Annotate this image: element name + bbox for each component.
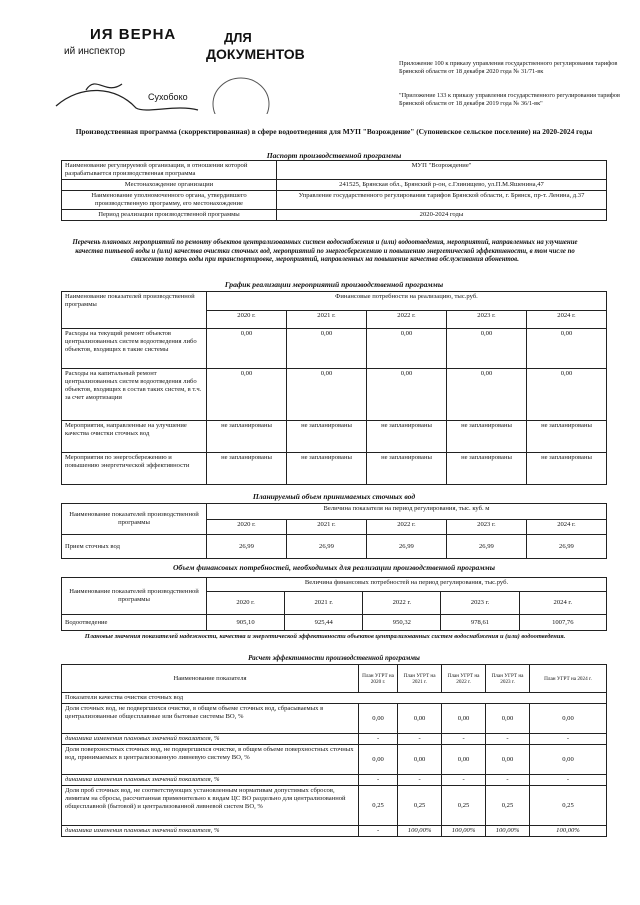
- table-cell: 0,25: [442, 786, 486, 826]
- schedule-table: [61, 291, 607, 485]
- year-header: 2022 г.: [366, 519, 446, 535]
- row-label: Мероприятия по энергосбережению и повышению энергетической эффективности: [62, 453, 207, 485]
- table-cell: не запланированы: [527, 453, 607, 485]
- table-row: [62, 615, 607, 631]
- stamp-line-4: ий инспектор: [64, 46, 126, 57]
- schedule-group-header: Финансовые потребности на реализацию, тыс.руб.: [207, 292, 607, 311]
- table-cell: 0,25: [486, 786, 530, 826]
- table-cell: 1007,76: [519, 615, 606, 631]
- table-cell: 0,00: [486, 704, 530, 734]
- efficiency-table: [61, 664, 607, 837]
- passport-value: 241525, Брянская обл., Брянский р-он, с.Глинищево, ул.П.М.Яшенина,47: [277, 180, 607, 191]
- stamp-line-3: ДОКУМЕНТОВ: [206, 46, 305, 62]
- table-row: [62, 421, 607, 453]
- table-cell: 950,32: [363, 615, 441, 631]
- schedule-name-header: Наименование показателей производственной программы: [62, 292, 207, 329]
- row-label: Доля проб сточных вод, не соответствующих установленным нормативам допустимых сбросов, лимитам на сбросы, рассчитанная применительно к видам ЦС ВО раздельно для централизованной общесплавной (бытовой) и централизованной ливневой систем ВО, %: [62, 786, 359, 826]
- table-cell: 0,25: [398, 786, 442, 826]
- passport-row: [62, 210, 607, 221]
- table-cell: -: [530, 775, 607, 786]
- document-title: Производственная программа (скорректированная) в сфере водоотведения для МУП "Возрождение" (Супоневское сельское поселение) на 2020-2024 годы: [75, 127, 593, 136]
- volume-name-header: Наименование показателей производственной программы: [62, 504, 207, 535]
- table-cell: 0,00: [287, 329, 367, 369]
- year-header: 2024 г.: [527, 310, 607, 329]
- table-cell: 0,00: [398, 704, 442, 734]
- measures-paragraph: Перечень плановых мероприятий по ремонту объектов централизованных систем водоснабжения и (или) водоотведения, мероприятий, направленных на улучшение качества питьевой воды и (или) качества очистки сточных вод, мероприятий по энергосбережению и повышению энергетической эффективности, в том числе по снижению потерь воды при транспортировке, мероприятий, направленных на повышение качества обслуживания абонентов.: [72, 239, 578, 264]
- table-cell: не запланированы: [527, 421, 607, 453]
- table-cell: не запланированы: [367, 421, 447, 453]
- table-cell: 100,00%: [442, 826, 486, 837]
- table-cell: 0,00: [398, 745, 442, 775]
- table-cell: 0,25: [530, 786, 607, 826]
- table-cell: 0,00: [207, 329, 287, 369]
- year-header: 2021 г.: [287, 310, 367, 329]
- volume-heading: Планируемый объем принимаемых сточных вод: [252, 492, 416, 501]
- plan-header: План УГРТ на 2020 г.: [359, 665, 398, 693]
- table-cell: 925,44: [285, 615, 363, 631]
- table-cell: 0,00: [442, 745, 486, 775]
- efficiency-name-header: Наименование показателя: [62, 665, 359, 693]
- table-row: [62, 453, 607, 485]
- table-cell: не запланированы: [447, 453, 527, 485]
- volume-table: [61, 503, 607, 559]
- plan-header: План УГРТ на 2023 г.: [486, 665, 530, 693]
- table-cell: 0,00: [207, 369, 287, 421]
- table-cell: 100,00%: [486, 826, 530, 837]
- year-header: 2023 г.: [447, 310, 527, 329]
- passport-label: Наименование регулируемой организации, в отношении которой разрабатывается производственная программа: [62, 161, 277, 180]
- table-cell: 0,00: [447, 369, 527, 421]
- row-label: Доля поверхностных сточных вод, не подвергшихся очистке, в общем объеме поверхностных сточных вод, принимаемых в централизованную ливневую систему ВО, %: [62, 745, 359, 775]
- table-cell: 978,61: [441, 615, 519, 631]
- header-note-2: "Приложение 133 к приказу управления государственного регулирования тарифов Брянской области от 18 декабря 2019 года № 36/1-вк": [399, 92, 620, 108]
- finance-name-header: Наименование показателей производственной программы: [62, 578, 207, 615]
- table-cell: 26,99: [286, 535, 366, 559]
- table-cell: не запланированы: [287, 453, 367, 485]
- table-cell: -: [359, 775, 398, 786]
- passport-table: [61, 160, 607, 221]
- row-label: Расходы на капитальный ремонт централизованных систем водоотведения либо объектов, входящих в состав таких систем, в т.ч. за счет амортизации: [62, 369, 207, 421]
- row-label: Мероприятия, направленные на улучшение качества очистки сточных вод: [62, 421, 207, 453]
- table-cell: не запланированы: [207, 453, 287, 485]
- passport-label: Наименование уполномоченного органа, утвердившего производственную программу, его местонахождение: [62, 191, 277, 210]
- row-label: Водоотведение: [62, 615, 207, 631]
- plan-header: План УГРТ на 2024 г.: [530, 665, 607, 693]
- passport-value: 2020-2024 годы: [277, 210, 607, 221]
- row-label: Расходы на текущий ремонт объектов централизованных систем водоотведения либо объектов, входящих в такие системы: [62, 329, 207, 369]
- year-header: 2022 г.: [367, 310, 447, 329]
- stamp-line-2: ДЛЯ: [224, 30, 252, 45]
- table-cell: 0,00: [530, 704, 607, 734]
- table-cell: 100,00%: [398, 826, 442, 837]
- passport-label: Местонахождение организации: [62, 180, 277, 191]
- passport-heading: Паспорт производственной программы: [266, 151, 402, 160]
- table-cell: 0,00: [359, 704, 398, 734]
- table-cell: -: [530, 734, 607, 745]
- table-cell: 0,25: [359, 786, 398, 826]
- table-cell: не запланированы: [367, 453, 447, 485]
- row-label: динамика изменения плановых значений показателя, %: [62, 826, 359, 837]
- row-label: динамика изменения плановых значений показателя, %: [62, 734, 359, 745]
- table-cell: 26,99: [526, 535, 606, 559]
- plan-header: План УГРТ на 2021 г.: [398, 665, 442, 693]
- certification-stamp: [26, 24, 305, 114]
- indicators-paragraph: Плановые значения показателей надежности, качества и энергетической эффективности объектов централизованных систем водоснабжения и (или) водоотведения.: [84, 633, 566, 640]
- plan-header: План УГРТ на 2022 г.: [442, 665, 486, 693]
- table-cell: не запланированы: [447, 421, 527, 453]
- stamp-signer: Сухобоко: [148, 92, 188, 102]
- year-header: 2021 г.: [286, 519, 366, 535]
- table-cell: -: [398, 734, 442, 745]
- table-cell: 26,99: [366, 535, 446, 559]
- table-cell: не запланированы: [207, 421, 287, 453]
- table-cell: -: [359, 734, 398, 745]
- row-label: динамика изменения плановых значений показателя, %: [62, 775, 359, 786]
- table-cell: 0,00: [367, 329, 447, 369]
- passport-value: Управление государственного регулирования тарифов Брянской области, г. Брянск, пр-т. Ленина, д.37: [277, 191, 607, 210]
- stamp-line-1: ИЯ ВЕРНА: [90, 26, 177, 43]
- table-cell: -: [486, 734, 530, 745]
- passport-label: Период реализации производственной программы: [62, 210, 277, 221]
- passport-value: МУП "Возрождение": [277, 161, 607, 180]
- table-cell: не запланированы: [287, 421, 367, 453]
- table-cell: -: [442, 775, 486, 786]
- schedule-heading: График реализации мероприятий производственной программы: [224, 280, 444, 289]
- table-row: [62, 704, 607, 734]
- table-cell: 0,00: [359, 745, 398, 775]
- table-cell: 100,00%: [530, 826, 607, 837]
- table-row: [62, 369, 607, 421]
- table-row: [62, 775, 607, 786]
- passport-row: [62, 161, 607, 180]
- table-cell: 0,00: [447, 329, 527, 369]
- table-cell: -: [359, 826, 398, 837]
- row-label: Доля сточных вод, не подвергшихся очистке, в общем объеме сточных вод, сбрасываемых в централизованные общесплавные или бытовые системы ВО, %: [62, 704, 359, 734]
- year-header: 2023 г.: [446, 519, 526, 535]
- finance-heading: Объем финансовых потребностей, необходимых для реализации производственной программы: [172, 563, 496, 572]
- row-label: Прием сточных вод: [62, 535, 207, 559]
- table-cell: 0,00: [527, 369, 607, 421]
- table-row: [62, 826, 607, 837]
- passport-row: [62, 180, 607, 191]
- finance-group-header: Величина финансовых потребностей на период регулирования, тыс.руб.: [207, 578, 607, 592]
- table-cell: 905,10: [207, 615, 285, 631]
- table-cell: 0,00: [486, 745, 530, 775]
- passport-row: [62, 191, 607, 210]
- year-header: 2021 г.: [285, 592, 363, 615]
- efficiency-group-label: Показатели качества очистки сточных вод: [62, 693, 607, 704]
- table-row: [62, 329, 607, 369]
- table-cell: 0,00: [287, 369, 367, 421]
- year-header: 2024 г.: [526, 519, 606, 535]
- volume-group-header: Величина показателя на период регулирования, тыс. куб. м: [207, 504, 607, 520]
- table-cell: 0,00: [530, 745, 607, 775]
- table-cell: -: [442, 734, 486, 745]
- year-header: 2022 г.: [363, 592, 441, 615]
- table-cell: 26,99: [207, 535, 287, 559]
- year-header: 2020 г.: [207, 519, 287, 535]
- header-note-1: Приложение 100 к приказу управления государственного регулирования тарифов Брянской области от 18 декабря 2020 года № 31/71-вк: [399, 60, 618, 76]
- table-row: [62, 535, 607, 559]
- year-header: 2020 г.: [207, 592, 285, 615]
- finance-table: [61, 577, 607, 631]
- year-header: 2023 г.: [441, 592, 519, 615]
- table-cell: -: [398, 775, 442, 786]
- table-cell: 26,99: [446, 535, 526, 559]
- table-cell: 0,00: [442, 704, 486, 734]
- table-cell: 0,00: [367, 369, 447, 421]
- efficiency-heading: Расчет эффективности производственной программы: [248, 654, 420, 662]
- table-row: [62, 745, 607, 775]
- table-cell: 0,00: [527, 329, 607, 369]
- year-header: 2020 г.: [207, 310, 287, 329]
- table-cell: -: [486, 775, 530, 786]
- table-row: [62, 786, 607, 826]
- year-header: 2024 г.: [519, 592, 606, 615]
- table-row: [62, 734, 607, 745]
